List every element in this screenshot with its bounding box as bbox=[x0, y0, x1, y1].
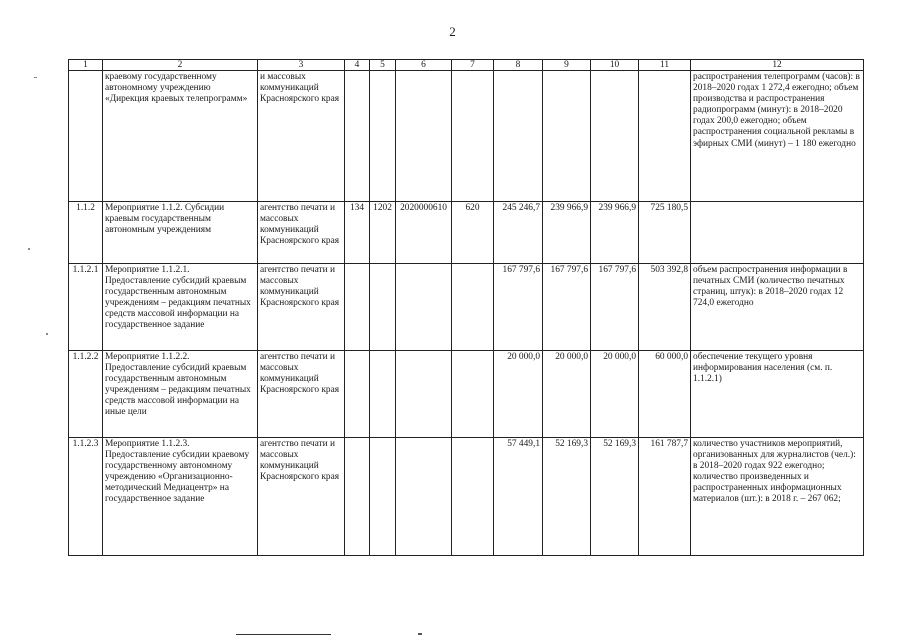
value-2019: 167 797,6 bbox=[543, 264, 591, 351]
row-number: 1.1.2.1 bbox=[69, 264, 103, 351]
row-number: 1.1.2 bbox=[69, 202, 103, 264]
csr-code bbox=[396, 438, 452, 556]
csr-code: 2020000610 bbox=[396, 202, 452, 264]
scan-mark bbox=[34, 77, 37, 78]
value-total: 503 392,8 bbox=[639, 264, 691, 351]
csr-code bbox=[396, 264, 452, 351]
expected-result: объем распространения информации в печатных СМИ (количество печатных страниц, штук): в 2018–2020 годах 12 724,0 ежегодно bbox=[691, 264, 864, 351]
value-2019: 52 169,3 bbox=[543, 438, 591, 556]
measure-name: краевому государственному автономному учреждению «Дирекция краевых телепрограмм» bbox=[103, 71, 258, 202]
table-row bbox=[69, 202, 864, 264]
value-2019: 20 000,0 bbox=[543, 351, 591, 438]
rzpr-code bbox=[370, 438, 396, 556]
measure-name: Мероприятие 1.1.2.1. Предоставление субсидий краевым государственным автономным учреждениям – редакциям печатных средств массовой информации на государственное задание bbox=[103, 264, 258, 351]
value-total: 60 000,0 bbox=[639, 351, 691, 438]
value-2020 bbox=[591, 71, 639, 202]
row-number: 1.1.2.2 bbox=[69, 351, 103, 438]
rzpr-code bbox=[370, 351, 396, 438]
responsible-agency: агентство печати и массовых коммуникаций Красноярского края bbox=[258, 202, 345, 264]
vr-code bbox=[452, 351, 494, 438]
vr-code bbox=[452, 438, 494, 556]
grbs-code bbox=[345, 264, 370, 351]
page-number: 2 bbox=[449, 24, 456, 39]
row-number bbox=[69, 71, 103, 202]
value-2018 bbox=[494, 71, 543, 202]
column-header: 9 bbox=[543, 60, 591, 71]
measure-name: Мероприятие 1.1.2. Субсидии краевым государственным автономным учреждениям bbox=[103, 202, 258, 264]
value-total: 161 787,7 bbox=[639, 438, 691, 556]
value-2020: 239 966,9 bbox=[591, 202, 639, 264]
responsible-agency: и массовых коммуникаций Красноярского края bbox=[258, 71, 345, 202]
value-total: 725 180,5 bbox=[639, 202, 691, 264]
measure-name: Мероприятие 1.1.2.2. Предоставление субсидий краевым государственным автономным учреждениям – редакциям печатных средств массовой информации на иные цели bbox=[103, 351, 258, 438]
responsible-agency: агентство печати и массовых коммуникаций Красноярского края bbox=[258, 351, 345, 438]
measure-name: Мероприятие 1.1.2.3. Предоставление субсидии краевому государственному автономному учреждению «Организационно-методический Медиацентр» на государственное задание bbox=[103, 438, 258, 556]
expected-result: распространения телепрограмм (часов): в 2018–2020 годах 1 272,4 ежегодно; объем производства и распространения радиопрограмм (минут): в 2018–2020 годах 200,0 ежегодно; объем распространения социальной рекламы в эфирных СМИ (минут) – 1 180 ежегодно bbox=[691, 71, 864, 202]
column-header: 12 bbox=[691, 60, 864, 71]
value-2018: 245 246,7 bbox=[494, 202, 543, 264]
vr-code bbox=[452, 71, 494, 202]
scan-mark bbox=[28, 248, 30, 250]
value-2020: 52 169,3 bbox=[591, 438, 639, 556]
table-row bbox=[69, 71, 864, 202]
column-header: 4 bbox=[345, 60, 370, 71]
rzpr-code: 1202 bbox=[370, 202, 396, 264]
grbs-code: 134 bbox=[345, 202, 370, 264]
bottom-rule bbox=[236, 634, 331, 635]
table-row bbox=[69, 351, 864, 438]
vr-code: 620 bbox=[452, 202, 494, 264]
rzpr-code bbox=[370, 264, 396, 351]
expected-result: количество участников мероприятий, организованных для журналистов (чел.): в 2018–2020 годах 922 ежегодно; количество произведенных и распространенных информационных материалов (шт.): в 2018 г. – 267 062; bbox=[691, 438, 864, 556]
csr-code bbox=[396, 71, 452, 202]
expected-result bbox=[691, 202, 864, 264]
column-numbers-row bbox=[69, 60, 864, 71]
value-2018: 57 449,1 bbox=[494, 438, 543, 556]
value-2019 bbox=[543, 71, 591, 202]
responsible-agency: агентство печати и массовых коммуникаций Красноярского края bbox=[258, 438, 345, 556]
csr-code bbox=[396, 351, 452, 438]
grbs-code bbox=[345, 71, 370, 202]
vr-code bbox=[452, 264, 494, 351]
scan-mark bbox=[46, 333, 48, 335]
table-row bbox=[69, 438, 864, 556]
column-header: 2 bbox=[103, 60, 258, 71]
column-header: 5 bbox=[370, 60, 396, 71]
value-2019: 239 966,9 bbox=[543, 202, 591, 264]
column-header: 10 bbox=[591, 60, 639, 71]
column-header: 6 bbox=[396, 60, 452, 71]
value-2020: 167 797,6 bbox=[591, 264, 639, 351]
rzpr-code bbox=[370, 71, 396, 202]
grbs-code bbox=[345, 438, 370, 556]
responsible-agency: агентство печати и массовых коммуникаций Красноярского края bbox=[258, 264, 345, 351]
value-2020: 20 000,0 bbox=[591, 351, 639, 438]
value-total bbox=[639, 71, 691, 202]
bottom-mark bbox=[418, 633, 422, 635]
value-2018: 167 797,6 bbox=[494, 264, 543, 351]
column-header: 11 bbox=[639, 60, 691, 71]
column-header: 3 bbox=[258, 60, 345, 71]
expected-result: обеспечение текущего уровня информирования населения (см. п. 1.1.2.1) bbox=[691, 351, 864, 438]
grbs-code bbox=[345, 351, 370, 438]
table-row bbox=[69, 264, 864, 351]
row-number: 1.1.2.3 bbox=[69, 438, 103, 556]
value-2018: 20 000,0 bbox=[494, 351, 543, 438]
column-header: 1 bbox=[69, 60, 103, 71]
column-header: 7 bbox=[452, 60, 494, 71]
column-header: 8 bbox=[494, 60, 543, 71]
measures-table bbox=[68, 59, 864, 556]
